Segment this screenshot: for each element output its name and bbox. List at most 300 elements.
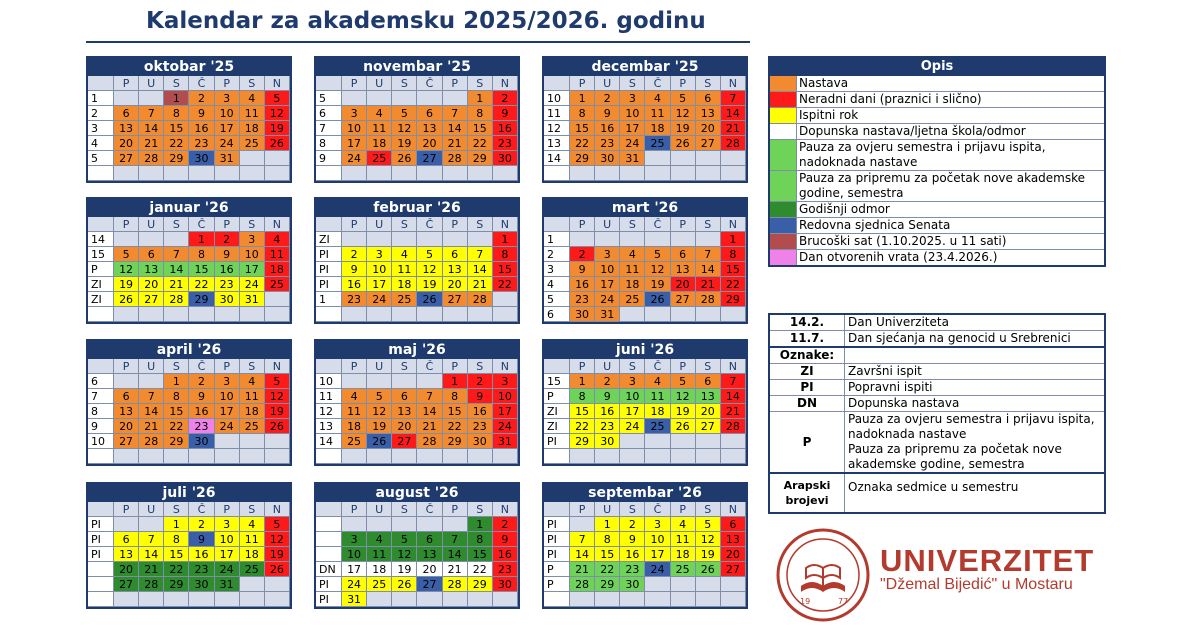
day-cell xyxy=(342,449,367,464)
day-cell: 9 xyxy=(342,262,367,277)
day-cell: 22 xyxy=(595,562,620,577)
weekday-header: N xyxy=(721,76,746,91)
day-cell: 16 xyxy=(595,404,620,419)
day-cell: 15 xyxy=(164,547,189,562)
day-cell: 17 xyxy=(645,547,670,562)
day-cell: 5 xyxy=(265,91,290,106)
week-label xyxy=(316,449,342,464)
weekday-header: S xyxy=(164,359,189,374)
day-cell: 2 xyxy=(595,374,620,389)
day-cell xyxy=(443,307,468,322)
mark-code: PI xyxy=(770,380,845,395)
day-cell: 20 xyxy=(417,562,442,577)
weekday-header: U xyxy=(139,76,164,91)
day-cell xyxy=(189,307,214,322)
day-cell xyxy=(114,232,139,247)
week-label xyxy=(544,592,570,607)
day-cell xyxy=(139,166,164,181)
day-cell: 23 xyxy=(189,136,214,151)
week-label: 8 xyxy=(316,136,342,151)
week-column-header xyxy=(544,502,570,517)
week-label: ZI xyxy=(316,232,342,247)
day-cell xyxy=(240,592,265,607)
day-cell xyxy=(265,592,290,607)
day-cell xyxy=(265,292,290,307)
day-cell: 5 xyxy=(671,91,696,106)
day-cell xyxy=(164,307,189,322)
day-cell: 28 xyxy=(721,136,746,151)
day-cell xyxy=(671,166,696,181)
seal-year-left: 19 xyxy=(800,597,811,606)
legend-panel xyxy=(768,56,1106,267)
day-cell: 27 xyxy=(696,419,721,434)
day-cell: 14 xyxy=(139,547,164,562)
week-label: PI xyxy=(88,517,114,532)
day-cell: 19 xyxy=(392,562,417,577)
day-cell: 28 xyxy=(443,577,468,592)
day-cell: 22 xyxy=(570,419,595,434)
week-label xyxy=(88,562,114,577)
day-cell: 7 xyxy=(164,247,189,262)
day-cell: 21 xyxy=(139,562,164,577)
day-cell: 4 xyxy=(367,106,392,121)
day-cell: 20 xyxy=(139,277,164,292)
day-cell xyxy=(367,232,392,247)
day-cell: 10 xyxy=(342,547,367,562)
day-cell: 23 xyxy=(215,277,240,292)
day-cell: 28 xyxy=(139,577,164,592)
special-date-label: Dan sjećanja na genocid u Srebrenici xyxy=(848,331,1071,345)
day-cell: 22 xyxy=(164,419,189,434)
week-column-header xyxy=(544,76,570,91)
oznake-heading: Oznake: xyxy=(770,348,845,363)
day-cell: 29 xyxy=(443,434,468,449)
week-label: ZI xyxy=(544,419,570,434)
day-cell: 15 xyxy=(595,547,620,562)
day-cell: 24 xyxy=(215,136,240,151)
day-cell xyxy=(417,374,442,389)
day-cell: 8 xyxy=(595,532,620,547)
weekday-header: P xyxy=(114,502,139,517)
week-label xyxy=(316,166,342,181)
day-cell xyxy=(468,592,493,607)
day-cell xyxy=(443,91,468,106)
day-cell: 12 xyxy=(671,389,696,404)
day-cell xyxy=(240,166,265,181)
weekday-header: U xyxy=(595,502,620,517)
month-name: septembar '26 xyxy=(544,484,746,502)
day-cell: 7 xyxy=(139,532,164,547)
day-cell: 8 xyxy=(721,247,746,262)
day-cell: 27 xyxy=(392,434,417,449)
day-cell: 5 xyxy=(696,517,721,532)
day-cell xyxy=(645,232,670,247)
day-cell xyxy=(570,517,595,532)
day-cell: 7 xyxy=(443,532,468,547)
day-cell: 7 xyxy=(696,247,721,262)
day-cell: 24 xyxy=(342,577,367,592)
day-cell: 25 xyxy=(645,419,670,434)
week-column-header xyxy=(316,76,342,91)
day-cell: 28 xyxy=(570,577,595,592)
day-cell: 10 xyxy=(215,106,240,121)
day-cell xyxy=(114,91,139,106)
day-cell: 3 xyxy=(240,232,265,247)
day-cell: 4 xyxy=(342,389,367,404)
day-cell xyxy=(620,232,645,247)
day-cell: 7 xyxy=(417,389,442,404)
week-column-header xyxy=(88,217,114,232)
day-cell: 28 xyxy=(139,151,164,166)
week-label: 7 xyxy=(88,389,114,404)
day-cell: 27 xyxy=(114,151,139,166)
week-label xyxy=(88,449,114,464)
day-cell: 24 xyxy=(493,419,518,434)
day-cell: 2 xyxy=(215,232,240,247)
day-cell: 24 xyxy=(367,292,392,307)
day-cell xyxy=(468,307,493,322)
day-cell: 14 xyxy=(139,404,164,419)
day-cell: 28 xyxy=(443,151,468,166)
day-cell: 9 xyxy=(189,532,214,547)
weekday-header: Č xyxy=(189,217,214,232)
weekday-header: P xyxy=(671,76,696,91)
day-cell xyxy=(570,232,595,247)
day-cell xyxy=(417,517,442,532)
day-cell: 7 xyxy=(139,389,164,404)
day-cell: 31 xyxy=(240,292,265,307)
day-cell: 20 xyxy=(417,136,442,151)
day-cell: 27 xyxy=(114,577,139,592)
week-label: PI xyxy=(316,262,342,277)
day-cell: 16 xyxy=(620,547,645,562)
day-cell xyxy=(620,307,645,322)
day-cell: 11 xyxy=(240,389,265,404)
mark-row xyxy=(770,380,1104,396)
day-cell: 21 xyxy=(443,562,468,577)
mark-code: Arapski brojevi xyxy=(770,474,845,512)
day-cell xyxy=(645,151,670,166)
weekday-header: U xyxy=(367,502,392,517)
day-cell: 17 xyxy=(367,277,392,292)
mark-description: Dopunska nastava xyxy=(848,396,960,410)
day-cell: 5 xyxy=(392,532,417,547)
day-cell: 9 xyxy=(189,106,214,121)
day-cell: 11 xyxy=(265,247,290,262)
day-cell xyxy=(240,449,265,464)
day-cell: 28 xyxy=(417,434,442,449)
legend-label: Brucoški sat (1.10.2025. u 11 sati) xyxy=(799,234,1007,248)
day-cell: 19 xyxy=(265,121,290,136)
day-cell xyxy=(139,307,164,322)
weekday-header: U xyxy=(367,217,392,232)
weekday-header: P xyxy=(215,217,240,232)
day-cell: 24 xyxy=(342,151,367,166)
day-cell: 27 xyxy=(696,136,721,151)
month-name: novembar '25 xyxy=(316,58,518,76)
day-cell xyxy=(468,449,493,464)
weekday-header: S xyxy=(620,76,645,91)
day-cell: 16 xyxy=(342,277,367,292)
day-cell xyxy=(443,166,468,181)
day-cell xyxy=(164,449,189,464)
week-label: 14 xyxy=(544,151,570,166)
weekday-header: S xyxy=(240,76,265,91)
day-cell: 15 xyxy=(468,121,493,136)
weekday-header: N xyxy=(493,217,518,232)
day-cell: 30 xyxy=(620,577,645,592)
week-label: 13 xyxy=(316,419,342,434)
day-cell: 11 xyxy=(367,547,392,562)
mark-row xyxy=(770,364,1104,380)
day-cell: 1 xyxy=(570,91,595,106)
legend-item xyxy=(770,92,1104,108)
day-cell: 9 xyxy=(493,532,518,547)
day-cell xyxy=(696,434,721,449)
day-cell xyxy=(240,434,265,449)
weekday-header: P xyxy=(342,76,367,91)
day-cell: 26 xyxy=(265,136,290,151)
day-cell: 21 xyxy=(696,277,721,292)
day-cell xyxy=(215,449,240,464)
day-cell: 3 xyxy=(342,532,367,547)
weekday-header: P xyxy=(671,502,696,517)
day-cell: 10 xyxy=(620,106,645,121)
weekday-header: P xyxy=(215,359,240,374)
day-cell: 13 xyxy=(721,532,746,547)
day-cell: 18 xyxy=(342,419,367,434)
week-label xyxy=(88,307,114,322)
day-cell: 9 xyxy=(595,106,620,121)
day-cell: 3 xyxy=(367,247,392,262)
day-cell: 1 xyxy=(164,517,189,532)
day-cell xyxy=(215,307,240,322)
day-cell xyxy=(696,232,721,247)
day-cell: 12 xyxy=(265,532,290,547)
day-cell: 14 xyxy=(417,404,442,419)
legend-swatch xyxy=(770,92,797,107)
legend-swatch xyxy=(770,218,797,233)
day-cell: 18 xyxy=(645,404,670,419)
weekday-header: S xyxy=(620,359,645,374)
day-cell: 17 xyxy=(342,136,367,151)
mark-description: Završni ispit xyxy=(848,364,922,378)
day-cell: 11 xyxy=(367,121,392,136)
day-cell: 30 xyxy=(189,434,214,449)
week-label: 9 xyxy=(88,419,114,434)
day-cell xyxy=(114,374,139,389)
day-cell: 6 xyxy=(114,389,139,404)
day-cell: 31 xyxy=(215,151,240,166)
month-calendar xyxy=(86,339,292,466)
day-cell: 17 xyxy=(215,121,240,136)
weekday-header: S xyxy=(164,502,189,517)
day-cell: 20 xyxy=(696,404,721,419)
legend-item xyxy=(770,140,1104,171)
week-label xyxy=(88,592,114,607)
day-cell xyxy=(265,307,290,322)
week-label: 6 xyxy=(316,106,342,121)
day-cell: 23 xyxy=(493,136,518,151)
day-cell: 14 xyxy=(443,547,468,562)
month-calendar xyxy=(314,482,520,609)
mark-code: ZI xyxy=(770,364,845,379)
week-label: 3 xyxy=(544,262,570,277)
month-calendar xyxy=(86,197,292,324)
day-cell xyxy=(570,449,595,464)
month-calendar xyxy=(542,482,748,609)
day-cell: 13 xyxy=(696,106,721,121)
week-label xyxy=(316,517,342,532)
day-cell xyxy=(696,577,721,592)
month-name: februar '26 xyxy=(316,199,518,217)
day-cell: 4 xyxy=(240,374,265,389)
day-cell: 10 xyxy=(367,262,392,277)
weekday-header: Č xyxy=(189,502,214,517)
day-cell xyxy=(696,166,721,181)
month-calendar xyxy=(542,56,748,183)
legend-item xyxy=(770,250,1104,265)
day-cell xyxy=(443,449,468,464)
day-cell xyxy=(721,151,746,166)
day-cell xyxy=(443,592,468,607)
day-cell: 19 xyxy=(265,547,290,562)
day-cell: 5 xyxy=(671,374,696,389)
day-cell: 19 xyxy=(696,547,721,562)
day-cell xyxy=(468,232,493,247)
week-label: 5 xyxy=(544,292,570,307)
week-label: 5 xyxy=(88,151,114,166)
day-cell: 27 xyxy=(417,577,442,592)
weekday-header: U xyxy=(139,502,164,517)
day-cell: 31 xyxy=(215,577,240,592)
week-label: 3 xyxy=(88,121,114,136)
day-cell: 21 xyxy=(468,277,493,292)
day-cell xyxy=(468,166,493,181)
day-cell: 24 xyxy=(240,277,265,292)
day-cell: 6 xyxy=(417,106,442,121)
day-cell: 6 xyxy=(114,106,139,121)
month-name: mart '26 xyxy=(544,199,746,217)
day-cell: 1 xyxy=(468,517,493,532)
day-cell: 2 xyxy=(595,91,620,106)
day-cell: 13 xyxy=(671,262,696,277)
week-label: P xyxy=(88,262,114,277)
day-cell xyxy=(139,592,164,607)
day-cell: 13 xyxy=(139,262,164,277)
day-cell xyxy=(392,592,417,607)
weekday-header: P xyxy=(671,217,696,232)
month-name: januar '26 xyxy=(88,199,290,217)
day-cell: 14 xyxy=(139,121,164,136)
week-label: 6 xyxy=(88,374,114,389)
day-cell: 11 xyxy=(392,262,417,277)
week-label xyxy=(316,547,342,562)
weekday-header: S xyxy=(164,76,189,91)
weekday-header: S xyxy=(240,359,265,374)
legend-item xyxy=(770,76,1104,92)
weekday-header: P xyxy=(443,502,468,517)
day-cell xyxy=(721,166,746,181)
day-cell: 16 xyxy=(493,547,518,562)
legend-title: Opis xyxy=(770,58,1104,76)
day-cell: 13 xyxy=(114,121,139,136)
day-cell: 9 xyxy=(215,247,240,262)
day-cell: 4 xyxy=(240,91,265,106)
day-cell xyxy=(240,307,265,322)
day-cell: 21 xyxy=(164,277,189,292)
weekday-header: U xyxy=(595,217,620,232)
day-cell: 6 xyxy=(443,247,468,262)
weekday-header: S xyxy=(696,359,721,374)
day-cell xyxy=(493,292,518,307)
day-cell: 12 xyxy=(114,262,139,277)
day-cell: 8 xyxy=(164,532,189,547)
day-cell: 8 xyxy=(443,389,468,404)
week-label: 1 xyxy=(316,292,342,307)
day-cell: 30 xyxy=(493,151,518,166)
day-cell: 19 xyxy=(392,136,417,151)
day-cell: 12 xyxy=(392,547,417,562)
day-cell xyxy=(417,307,442,322)
day-cell xyxy=(367,449,392,464)
day-cell: 6 xyxy=(114,532,139,547)
day-cell: 15 xyxy=(164,121,189,136)
day-cell xyxy=(443,517,468,532)
day-cell: 5 xyxy=(265,517,290,532)
day-cell: 24 xyxy=(620,419,645,434)
day-cell: 4 xyxy=(240,517,265,532)
weekday-header: P xyxy=(443,359,468,374)
day-cell: 12 xyxy=(696,532,721,547)
day-cell: 31 xyxy=(620,151,645,166)
day-cell: 5 xyxy=(392,106,417,121)
day-cell: 19 xyxy=(645,277,670,292)
legend-swatch xyxy=(770,124,797,139)
day-cell: 28 xyxy=(164,292,189,307)
week-column-header xyxy=(88,76,114,91)
month-calendar xyxy=(86,56,292,183)
day-cell xyxy=(721,434,746,449)
day-cell: 17 xyxy=(342,562,367,577)
day-cell: 26 xyxy=(671,136,696,151)
day-cell xyxy=(620,166,645,181)
day-cell: 29 xyxy=(468,577,493,592)
day-cell xyxy=(164,592,189,607)
day-cell xyxy=(265,577,290,592)
day-cell xyxy=(620,449,645,464)
day-cell: 29 xyxy=(595,577,620,592)
week-column-header xyxy=(544,217,570,232)
day-cell: 30 xyxy=(468,434,493,449)
day-cell: 2 xyxy=(620,517,645,532)
day-cell: 9 xyxy=(620,532,645,547)
week-label: PI xyxy=(316,592,342,607)
day-cell: 2 xyxy=(570,247,595,262)
week-label: 9 xyxy=(316,151,342,166)
week-label xyxy=(544,166,570,181)
day-cell: 15 xyxy=(570,121,595,136)
day-cell xyxy=(215,592,240,607)
day-cell xyxy=(342,232,367,247)
day-cell: 6 xyxy=(139,247,164,262)
legend-item xyxy=(770,234,1104,250)
day-cell: 28 xyxy=(468,292,493,307)
weekday-header: S xyxy=(392,76,417,91)
day-cell: 16 xyxy=(468,404,493,419)
day-cell: 10 xyxy=(215,389,240,404)
day-cell: 29 xyxy=(570,151,595,166)
